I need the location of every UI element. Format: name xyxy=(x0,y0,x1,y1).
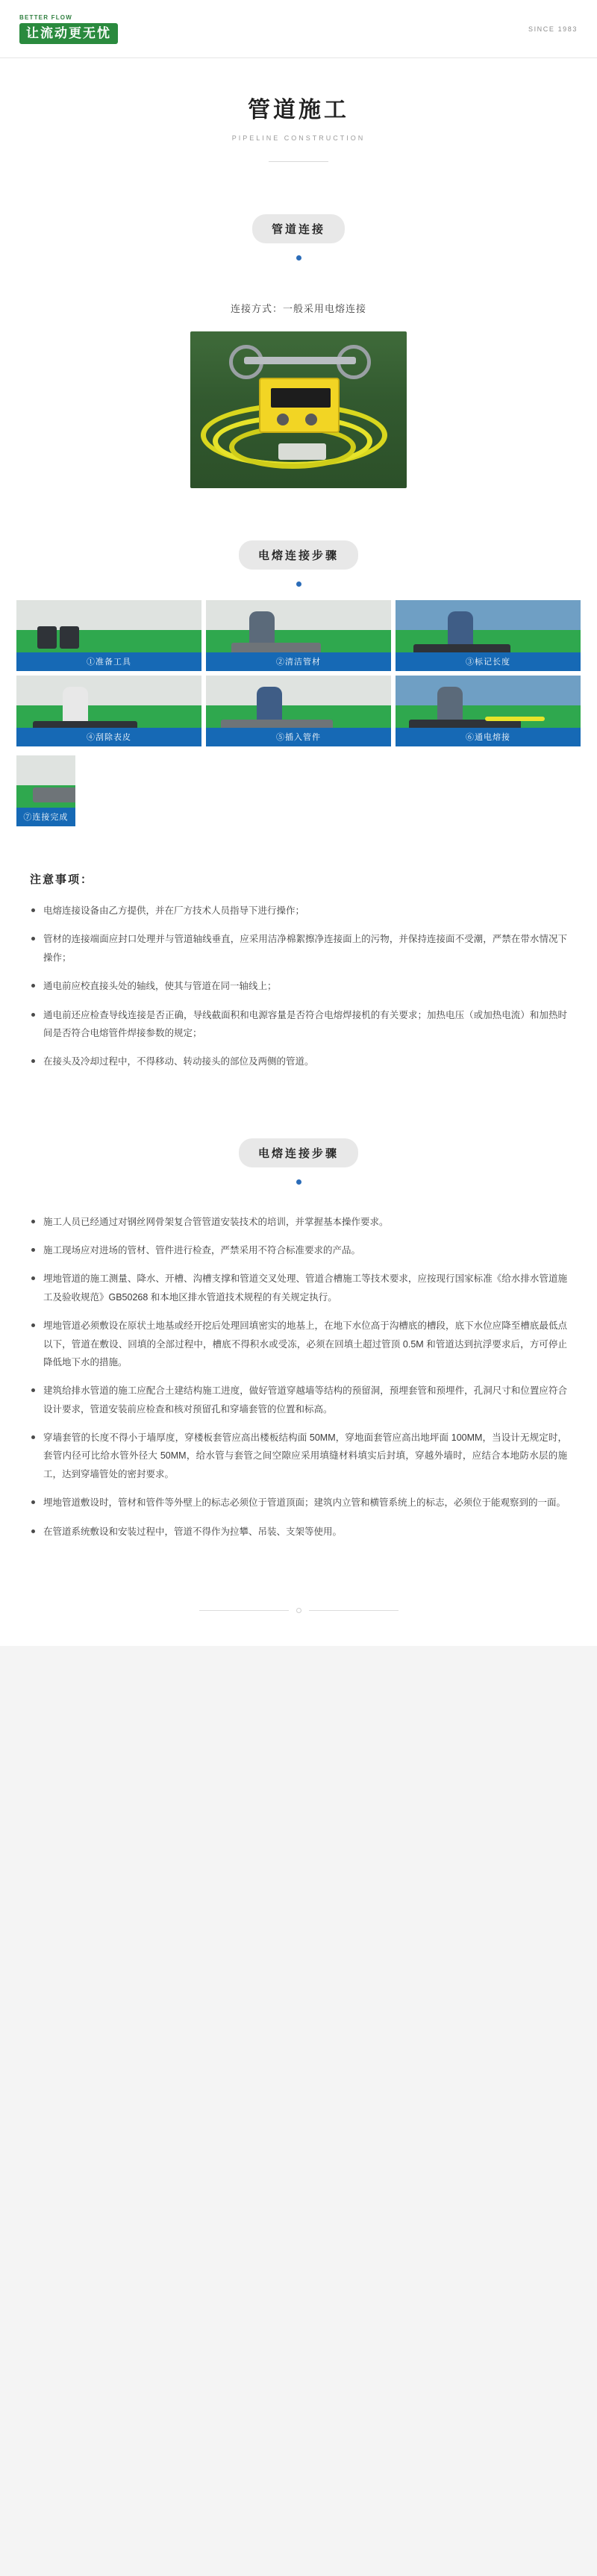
section-fusion-steps xyxy=(0,514,597,594)
step-label: ④刮除表皮 xyxy=(16,728,201,746)
list-item: 埋地管道必须敷设在原状土地基或经开挖后处理回填密实的地基上，在地下水位高于沟槽底的槽段，底下水位应降至槽底最低点以下，管道在敷设、回填的全部过程中，槽底不得积水或受冻，必须在回填土超过管顶 0.5M 和管道达到抗浮要求后，方可停止降低地下水的措施。 xyxy=(30,1317,567,1371)
section2-dot-icon xyxy=(296,581,301,587)
step-photo-2[interactable] xyxy=(206,600,391,671)
list-item: 管材的连接端面应封口处理并与管道轴线垂直，应采用洁净棉絮擦净连接面上的污物，并保持连接面不受潮，严禁在带水情况下操作； xyxy=(30,930,567,967)
footer-line-right xyxy=(309,1610,398,1611)
step-label: ⑥通电熔接 xyxy=(396,728,581,746)
notes-section xyxy=(0,849,597,1111)
footer-line-left xyxy=(199,1610,289,1611)
section2-heading: 电熔连接步骤 xyxy=(239,540,358,570)
list-item: 埋地管道敷设时，管材和管件等外壁上的标志必须位于管道顶面；建筑内立管和横管系统上的标志，必须位于能观察到的一面。 xyxy=(30,1494,567,1512)
step-photo-7[interactable] xyxy=(16,755,75,826)
steps-grid xyxy=(16,600,581,826)
step-photo-6[interactable] xyxy=(396,676,581,746)
section-pipe-connection xyxy=(0,187,597,268)
brand-badge-wrap xyxy=(19,23,118,44)
machine-frame xyxy=(244,357,356,364)
title-block xyxy=(0,58,597,187)
list-item: 电熔连接设备由乙方提供，并在厂方技术人员指导下进行操作； xyxy=(30,902,567,920)
step-photo-4[interactable] xyxy=(16,676,201,746)
section3-heading-wrap xyxy=(0,1111,597,1185)
electrofusion-machine-photo-wrap xyxy=(0,331,597,514)
section3-heading: 电熔连接步骤 xyxy=(239,1138,358,1167)
machine-display-panel xyxy=(271,388,331,408)
since-label: SINCE 1983 xyxy=(528,25,578,33)
footer-dot-icon xyxy=(296,1608,301,1613)
machine-accessory xyxy=(278,443,326,460)
section-construction-requirements xyxy=(0,1111,597,1192)
notes-list xyxy=(30,902,567,1071)
step-label: ①准备工具 xyxy=(16,652,201,671)
section1-dot-icon xyxy=(296,255,301,261)
machine-knob-icon xyxy=(305,414,317,425)
requirements-section xyxy=(0,1192,597,1581)
machine-knob-icon xyxy=(277,414,289,425)
title-divider xyxy=(269,161,328,162)
brand-english-name: BETTER FLOW xyxy=(19,13,72,21)
list-item: 通电前还应检查导线连接是否正确，导线截面积和电源容量是否符合电熔焊接机的有关要求；加热电压（或加热电流）和加热时间是否符合电熔管件焊接参数的规定； xyxy=(30,1006,567,1043)
section3-dot-icon xyxy=(296,1179,301,1185)
brand-chinese-name: 让流动更无忧 xyxy=(19,23,118,44)
requirements-list xyxy=(30,1213,567,1541)
section1-heading: 管道连接 xyxy=(252,214,345,243)
step-label: ②清洁管材 xyxy=(206,652,391,671)
electrofusion-machine-photo xyxy=(190,331,407,488)
step-photo-5[interactable] xyxy=(206,676,391,746)
notes-title: 注意事项： xyxy=(30,873,94,886)
list-item: 在管道系统敷设和安装过程中，管道不得作为拉攀、吊装、支架等使用。 xyxy=(30,1523,567,1541)
list-item: 在接头及冷却过程中，不得移动、转动接头的部位及两侧的管道。 xyxy=(30,1052,567,1070)
page-title: 管道施工 xyxy=(248,98,349,122)
step-photo-1[interactable] xyxy=(16,600,201,671)
brand-logo[interactable] xyxy=(19,14,118,44)
section1-heading-wrap xyxy=(0,187,597,261)
page-subtitle: PIPELINE CONSTRUCTION xyxy=(231,134,366,142)
steps-gallery xyxy=(0,594,597,849)
list-item: 通电前应校直接头处的轴线，使其与管道在同一轴线上； xyxy=(30,977,567,995)
list-item: 施工人员已经通过对钢丝网骨架复合管管道安装技术的培训，并掌握基本操作要求。 xyxy=(30,1213,567,1231)
step-label: ③标记长度 xyxy=(396,652,581,671)
list-item: 埋地管道的施工测量、降水、开槽、沟槽支撑和管道交叉处理、管道合槽施工等技术要求，应按现行国家标准《给水排水管道施工及验收规范》GB50268 和本地区排水管道技术规程的有关规定执行。 xyxy=(30,1270,567,1306)
list-item: 施工现场应对进场的管材、管件进行检查，严禁采用不符合标准要求的产品。 xyxy=(30,1241,567,1259)
step-label: ⑦连接完成 xyxy=(16,808,75,826)
section2-heading-wrap xyxy=(0,514,597,587)
connection-method-text: 连接方式：一般采用电熔连接 xyxy=(0,268,597,331)
step-photo-3[interactable] xyxy=(396,600,581,671)
list-item: 穿墙套管的长度不得小于墙厚度，穿楼板套管应高出楼板结构面 50MM，穿地面套管应高出地坪面 100MM，当设计无规定时，套管内径可比给水管外径大 50MM，给水管与套管之间空隙应采用填缝材料填实后封填，穿越外墙时，应结合本地防水层的施工，达到穿墙管处的密封要求。 xyxy=(30,1429,567,1483)
step-label: ⑤插入管件 xyxy=(206,728,391,746)
footer-divider xyxy=(0,1581,597,1646)
list-item: 建筑给排水管道的施工应配合土建结构施工进度，做好管道穿越墙等结构的预留洞，预埋套管和预埋件，孔洞尺寸和位置应符合设计要求，管道安装前应检查和核对预留孔和穿墙套管的位置和标高。 xyxy=(30,1382,567,1418)
site-header xyxy=(0,0,597,58)
machine-body xyxy=(259,378,340,433)
